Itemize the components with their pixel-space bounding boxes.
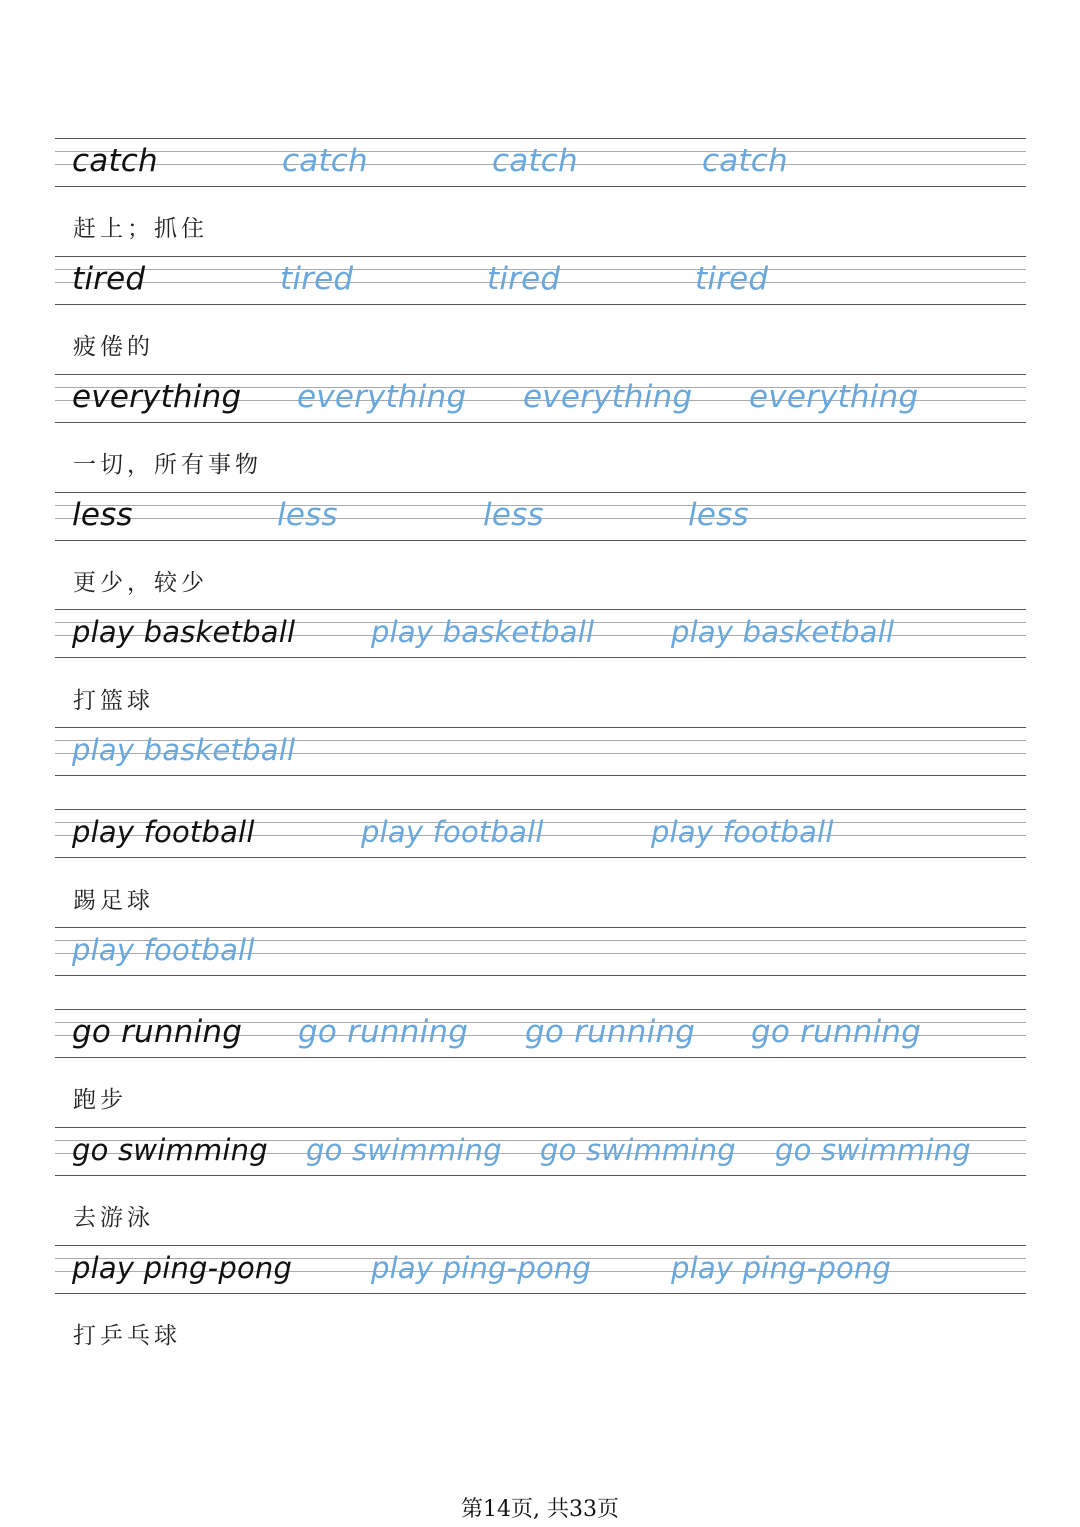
trace-word: less — [483, 497, 544, 533]
vocab-word: tired — [72, 261, 146, 297]
trace-word: everything — [749, 379, 919, 415]
chinese-meaning: 踢足球 — [73, 888, 154, 914]
trace-word: go swimming — [775, 1133, 971, 1167]
vocab-word: catch — [72, 143, 158, 179]
writing-line — [55, 609, 1026, 659]
trace-word: go swimming — [540, 1133, 736, 1167]
vocab-word: go swimming — [72, 1133, 268, 1167]
chinese-meaning: 跑步 — [73, 1087, 127, 1113]
writing-line — [55, 138, 1026, 188]
writing-line — [55, 1245, 1026, 1295]
vocab-word: play ping-pong — [72, 1251, 293, 1285]
chinese-meaning: 更少，较少 — [73, 570, 208, 596]
chinese-meaning: 打篮球 — [73, 688, 154, 714]
trace-word: play basketball — [72, 733, 296, 767]
trace-word: everything — [523, 379, 693, 415]
trace-word: play football — [72, 933, 255, 967]
chinese-meaning: 去游泳 — [73, 1205, 154, 1231]
writing-line — [55, 927, 1026, 977]
trace-word: less — [688, 497, 749, 533]
trace-word: play ping-pong — [371, 1251, 592, 1285]
trace-word: play basketball — [671, 615, 895, 649]
writing-line — [55, 1127, 1026, 1177]
trace-word: tired — [280, 261, 354, 297]
trace-word: everything — [297, 379, 467, 415]
chinese-meaning: 一切，所有事物 — [73, 452, 262, 478]
writing-line — [55, 809, 1026, 859]
trace-word: go running — [751, 1014, 922, 1050]
chinese-meaning: 打乒乓球 — [73, 1323, 181, 1349]
vocab-word: play football — [72, 815, 255, 849]
trace-word: play basketball — [371, 615, 595, 649]
trace-word: less — [277, 497, 338, 533]
chinese-meaning: 疲倦的 — [73, 334, 154, 360]
trace-word: go running — [525, 1014, 696, 1050]
trace-word: tired — [695, 261, 769, 297]
writing-line — [55, 492, 1026, 542]
page-number: 第14页, 共33页 — [461, 1497, 619, 1522]
writing-line — [55, 727, 1026, 777]
writing-line — [55, 374, 1026, 424]
trace-word: catch — [492, 143, 578, 179]
vocab-word: less — [72, 497, 133, 533]
trace-word: catch — [702, 143, 788, 179]
trace-word: tired — [487, 261, 561, 297]
trace-word: play ping-pong — [671, 1251, 892, 1285]
writing-line — [55, 1009, 1026, 1059]
trace-word: play football — [651, 815, 834, 849]
trace-word: go swimming — [306, 1133, 502, 1167]
trace-word: catch — [282, 143, 368, 179]
vocab-word: play basketball — [72, 615, 296, 649]
vocab-word: everything — [72, 379, 242, 415]
writing-line — [55, 256, 1026, 306]
chinese-meaning: 赶上；抓住 — [73, 216, 208, 242]
vocab-word: go running — [72, 1014, 243, 1050]
trace-word: play football — [361, 815, 544, 849]
trace-word: go running — [298, 1014, 469, 1050]
